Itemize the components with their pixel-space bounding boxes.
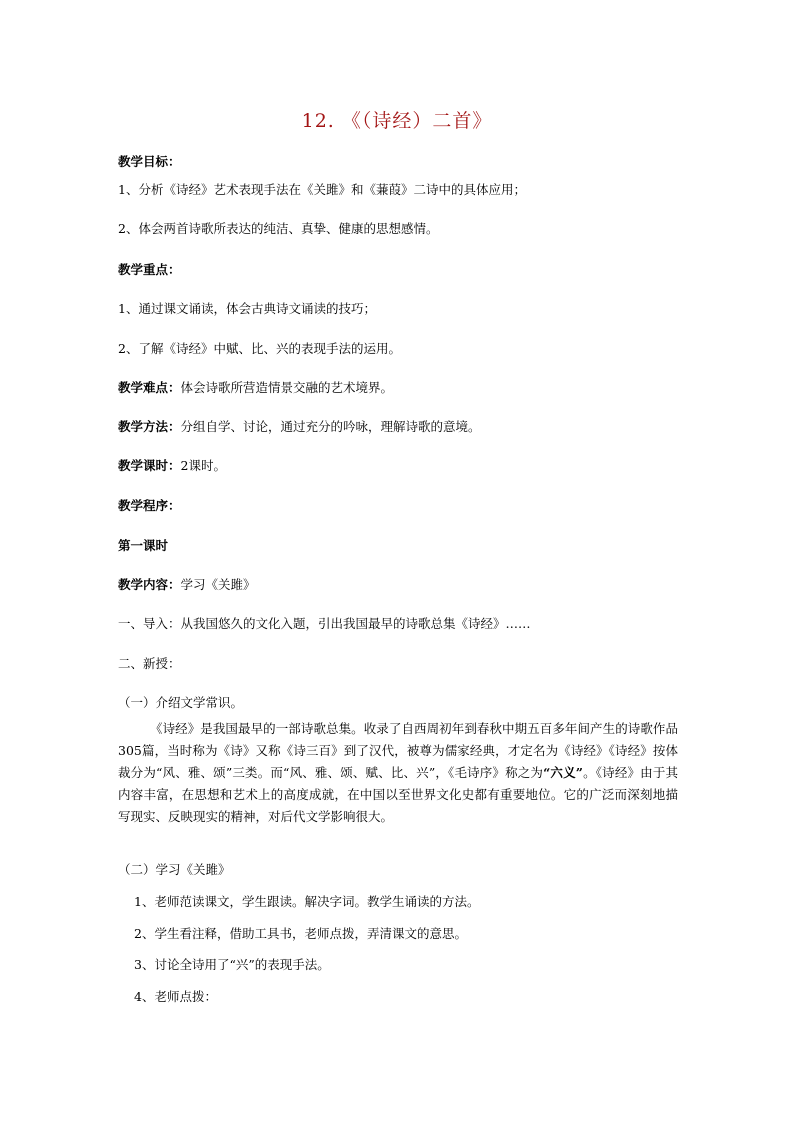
key-heading: 教学重点： [118, 262, 181, 277]
content-row [118, 577, 256, 593]
goal-1: 1、分析《诗经》艺术表现手法在《关雎》和《蒹葭》二诗中的具体应用； [118, 182, 526, 197]
section-1-heading: （一）介绍文学常识。 [118, 695, 244, 710]
method-label: 教学方法： [118, 419, 181, 434]
hours-row [118, 458, 226, 474]
goals-heading: 教学目标： [118, 154, 181, 169]
lesson-heading: 第一课时 [118, 538, 169, 553]
key-2: 2、了解《诗经》中赋、比、兴的表现手法的运用。 [118, 341, 401, 356]
step-1: 1、老师范读课文，学生跟读。解决字词。教学生诵读的方法。 [134, 894, 480, 909]
difficulty-row [118, 380, 393, 396]
difficulty-text: 体会诗歌所营造情景交融的艺术境界。 [180, 380, 394, 395]
new-heading: 二、新授： [118, 656, 181, 671]
method-row [118, 419, 481, 435]
liuyi-term: “六义” [543, 765, 583, 780]
step-3: 3、讨论全诗用了“兴”的表现手法。 [134, 957, 330, 972]
literature-paragraph [118, 718, 678, 828]
goal-2: 2、体会两首诗歌所表达的纯洁、真挚、健康的思想感情。 [118, 221, 439, 236]
hours-label: 教学课时： [118, 458, 181, 473]
page-title: 12. 《（诗经）二首》 [301, 110, 493, 132]
content-label: 教学内容： [118, 577, 181, 592]
procedure-heading: 教学程序： [118, 498, 181, 513]
difficulty-label: 教学难点： [118, 380, 181, 395]
section-2-heading: （二）学习《关雎》 [118, 862, 231, 877]
intro-line: 一、导入：从我国悠久的文化入题，引出我国最早的诗歌总集《诗经》…… [118, 616, 531, 631]
paragraph-part-a: 《诗经》是我国最早的一部诗歌总集。收录了自西周初年到春秋中期五百多年间产生的诗歌作品305篇，当时称为《诗》又称《诗三百》到了汉代，被尊为儒家经典，才定名为《诗经》《诗经》按体裁分为“风、雅、颂”三类。而“风、雅、颂、赋、比、兴”，《毛诗序》称之为 [118, 721, 678, 780]
method-text: 分组自学、讨论，通过充分的吟咏，理解诗歌的意境。 [180, 419, 481, 434]
step-4: 4、老师点拨： [134, 989, 217, 1004]
key-1: 1、通过课文诵读，体会古典诗文诵读的技巧； [118, 301, 376, 316]
hours-text: 2课时。 [180, 458, 226, 473]
paragraph-part-b: 。《诗经》由于其内容丰富，在思想和艺术上的高度成就，在中国以至世界文化史都有重要地位。它的广泛而深刻地描写现实、反映现实的精神，对后代文学影响很大。 [118, 765, 678, 824]
step-2: 2、学生看注释，借助工具书，老师点拨，弄清课文的意思。 [134, 926, 467, 941]
content-text: 学习《关雎》 [180, 577, 256, 592]
